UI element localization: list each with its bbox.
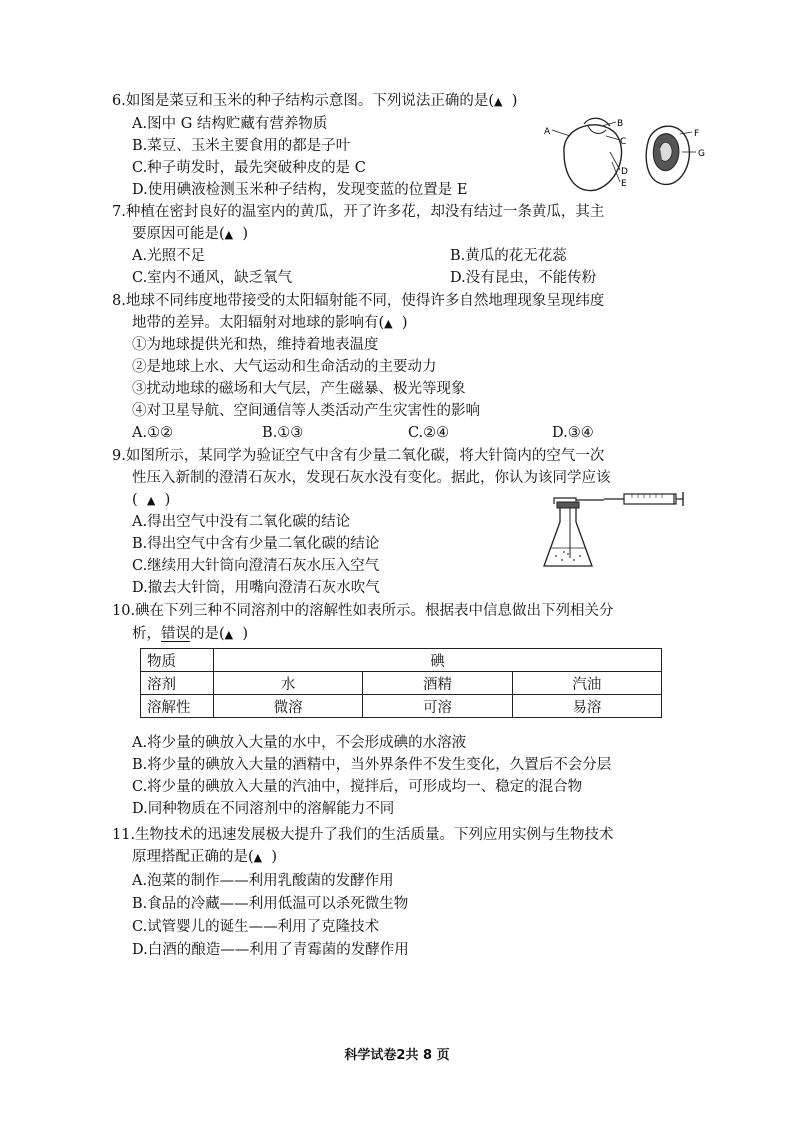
q11-stem-line2	[132, 848, 277, 867]
q10-stem-line1: 10.碘在下列三种不同溶剂中的溶解性如表所示。根据表中信息做出下列相关分	[112, 603, 614, 619]
table-cell: 物质	[141, 649, 214, 672]
q8-close: )	[401, 315, 408, 331]
q6-option-c: C.种子萌发时，最先突破种皮的是 C	[132, 160, 366, 176]
q10-stem-post: 的是(	[190, 626, 225, 642]
q7-close: )	[242, 226, 249, 242]
q6-stem-text: 6.如图是菜豆和玉米的种子结构示意图。下列说法正确的是(	[112, 93, 494, 109]
answer-mark-icon: ▲	[224, 228, 234, 241]
q11-option-c: C.试管婴儿的诞生——利用了克隆技术	[132, 919, 380, 935]
q7-stem-line2-text: 要原因可能是(	[132, 226, 225, 242]
fig-label-c: C	[620, 137, 627, 147]
syringe-flask-figure	[540, 488, 686, 574]
q7-stem-line2	[132, 225, 248, 244]
q8-stem-line2	[132, 314, 408, 333]
q9-option-b: B.得出空气中含有少量二氧化碳的结论	[132, 536, 380, 552]
q8-option-c: C.②④	[408, 425, 450, 441]
q8-option-b: B.①③	[262, 425, 304, 441]
q6-close: )	[511, 93, 518, 109]
table-cell: 溶解性	[141, 695, 214, 718]
fig-label-f: F	[694, 129, 700, 139]
table-row	[141, 649, 662, 672]
q9-stem-line2: 性压入新制的澄清石灰水，发现石灰水没有变化。据此，你认为该同学应该	[132, 470, 611, 486]
q8-item-3: ③扰动地球的磁场和大气层，产生磁暴、极光等现象	[132, 381, 466, 397]
q9-stem-line1: 9.如图所示，某同学为验证空气中含有少量二氧化碳，将大针筒内的空气一次	[112, 448, 605, 464]
fig-label-g: G	[698, 149, 705, 159]
fig-label-b: B	[617, 119, 624, 129]
answer-mark-icon: ▲	[146, 494, 156, 507]
table-cell: 溶剂	[141, 672, 214, 695]
q11-close: )	[271, 849, 278, 865]
table-cell: 可溶	[363, 695, 512, 718]
q9-option-c: C.继续用大针筒向澄清石灰水压入空气	[132, 558, 380, 574]
table-cell: 易溶	[512, 695, 661, 718]
q11-option-d: D.白酒的酿造——利用了青霉菌的发酵作用	[132, 942, 409, 958]
seed-structure-figure	[540, 112, 720, 194]
q7-option-b: B.黄瓜的花无花蕊	[450, 248, 567, 264]
table-cell: 微溶	[214, 695, 363, 718]
q10-stem-line2	[132, 625, 248, 644]
q9-option-d: D.撤去大针筒，用嘴向澄清石灰水吹气	[132, 580, 380, 596]
page-footer: 科学试卷2共 8 页	[344, 1048, 450, 1063]
q6-option-a: A.图中 G 结构贮藏有营养物质	[132, 116, 328, 132]
q9-close: )	[164, 492, 171, 508]
table-row	[141, 695, 662, 718]
q10-stem-underlined: 错误	[161, 626, 190, 642]
fig-label-d: D	[621, 167, 628, 177]
q8-option-a: A.①②	[132, 425, 174, 441]
q11-option-a: A.泡菜的制作——利用乳酸菌的发酵作用	[132, 873, 394, 889]
fig-label-a: A	[544, 127, 551, 137]
table-cell: 碘	[214, 649, 662, 672]
q10-option-a: A.将少量的碘放入大量的水中，不会形成碘的水溶液	[132, 735, 467, 751]
answer-mark-icon: ▲	[494, 95, 503, 108]
table-cell: 水	[214, 672, 363, 695]
q8-stem-line1: 8.地球不同纬度地带接受的太阳辐射能不同，使得许多自然地理现象呈现纬度	[112, 293, 605, 309]
answer-mark-icon: ▲	[224, 628, 234, 641]
q8-stem-line2-text: 地带的差异。太阳辐射对地球的影响有(	[132, 315, 385, 331]
q8-item-1: ①为地球提供光和热，维持着地表温度	[132, 337, 379, 353]
table-row	[141, 672, 662, 695]
q7-option-c: C.室内不通风，缺乏氧气	[132, 270, 293, 286]
q9-blank	[132, 491, 170, 510]
q9-open: (	[132, 492, 138, 508]
q7-option-d: D.没有昆虫，不能传粉	[450, 270, 597, 286]
answer-mark-icon: ▲	[253, 851, 263, 864]
q6-option-d: D.使用碘液检测玉米种子结构，发现变蓝的位置是 E	[132, 182, 468, 198]
q11-stem-line1: 11.生物技术的迅速发展极大提升了我们的生活质量。下列应用实例与生物技术	[112, 827, 614, 843]
q6-stem	[112, 92, 517, 111]
q6-option-b: B.菜豆、玉米主要食用的都是子叶	[132, 138, 351, 154]
q10-close: )	[242, 626, 249, 642]
fig-label-e: E	[621, 179, 627, 189]
answer-mark-icon: ▲	[384, 317, 393, 330]
table-cell: 汽油	[512, 672, 661, 695]
solubility-table	[140, 648, 662, 718]
q11-option-b: B.食品的冷藏——利用低温可以杀死微生物	[132, 896, 409, 912]
q10-option-b: B.将少量的碘放入大量的酒精中，当外界条件不发生变化，久置后不会分层	[132, 757, 612, 773]
q8-item-2: ②是地球上水、大气运动和生命活动的主要动力	[132, 359, 437, 375]
q8-item-4: ④对卫星导航、空间通信等人类活动产生灾害性的影响	[132, 403, 480, 419]
table-cell: 酒精	[363, 672, 512, 695]
q7-option-a: A.光照不足	[132, 248, 206, 264]
q7-stem-line1: 7.种植在密封良好的温室内的黄瓜，开了许多花，却没有结过一条黄瓜，其主	[112, 204, 605, 220]
q9-option-a: A.得出空气中没有二氧化碳的结论	[132, 514, 351, 530]
q10-stem-pre: 析，	[132, 626, 161, 642]
q11-stem-line2-text: 原理搭配正确的是(	[132, 849, 254, 865]
q10-option-d: D.同种物质在不同溶剂中的溶解能力不同	[132, 801, 395, 817]
q8-option-d: D.③④	[552, 425, 594, 441]
q10-option-c: C.将少量的碘放入大量的汽油中，搅拌后，可形成均一、稳定的混合物	[132, 779, 583, 795]
